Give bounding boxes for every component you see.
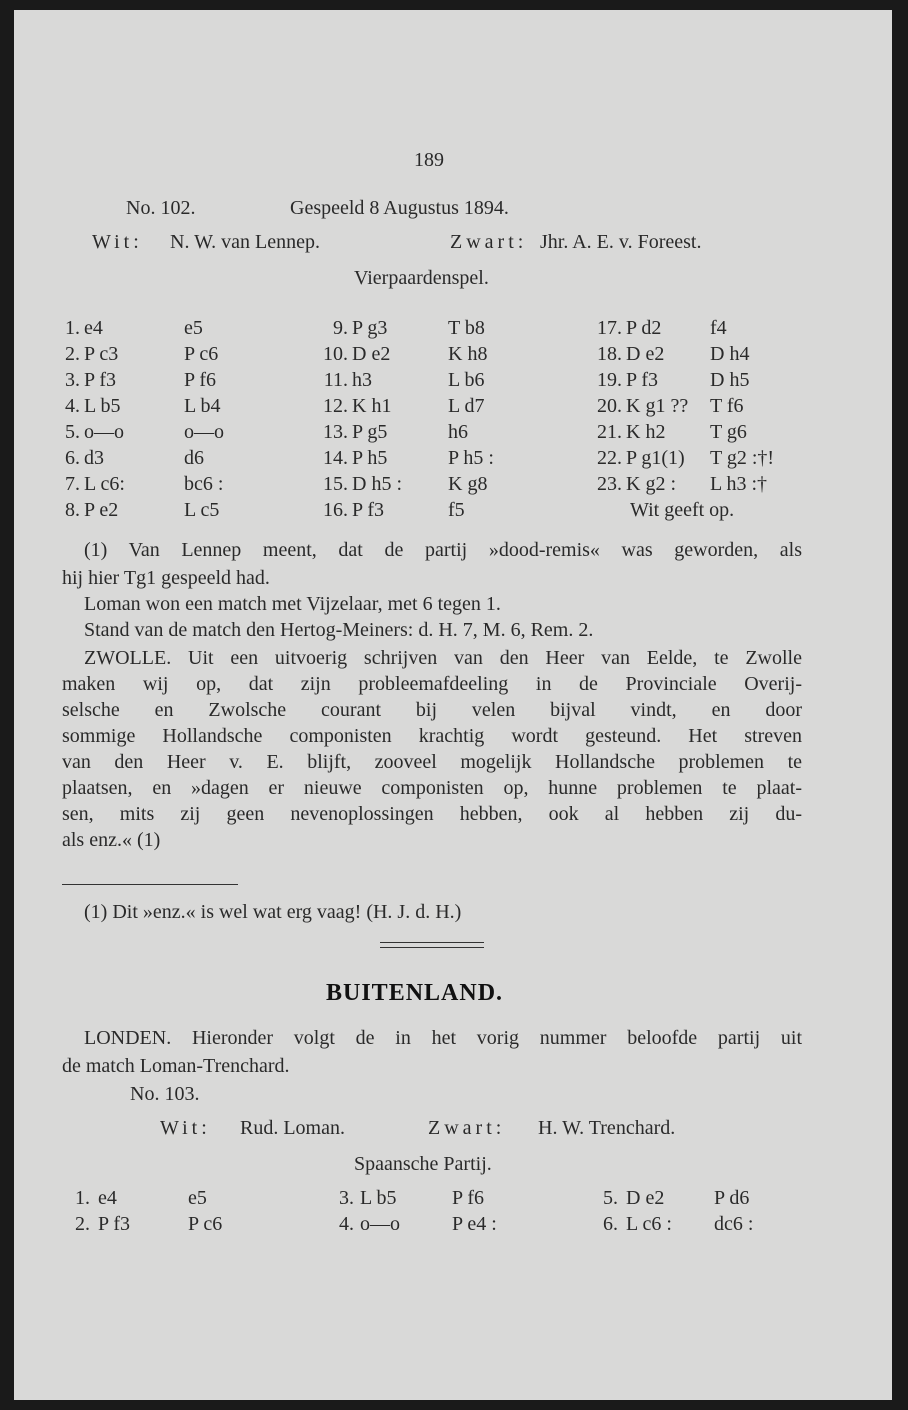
- game1-white-move: L b5: [84, 395, 121, 417]
- game1-move-number: 5.: [65, 421, 80, 443]
- game1-black-move: d6: [184, 447, 204, 469]
- game1-move-number: 13.: [323, 421, 348, 443]
- note1-line1: (1) Van Lennep meent, dat de partij »dood-remis« was geworden, als: [84, 539, 802, 561]
- game1-white-move: K h2: [626, 421, 666, 443]
- game1-move-number: 9.: [333, 317, 348, 339]
- game1-white-move: P e2: [84, 499, 119, 521]
- news-hertog-meiners: Stand van de match den Hertog-Meiners: d. H. 7, M. 6, Rem. 2.: [84, 619, 594, 641]
- game2-opening: Spaansche Partij.: [354, 1153, 492, 1175]
- game2-black-move: dc6 :: [714, 1213, 754, 1235]
- note1-line2: hij hier Tg1 gespeeld had.: [62, 567, 270, 589]
- game2-move-number: 1.: [75, 1187, 90, 1209]
- game1-black-move: K g8: [448, 473, 488, 495]
- game1-move-number: 14.: [323, 447, 348, 469]
- game1-black-move: D h4: [710, 343, 750, 365]
- game2-white-move: e4: [98, 1187, 117, 1209]
- game2-move-number: 5.: [603, 1187, 618, 1209]
- game1-black-move: P c6: [184, 343, 219, 365]
- game1-white-move: P f3: [352, 499, 385, 521]
- game2-move-number: 4.: [339, 1213, 354, 1235]
- game1-white-move: P f3: [626, 369, 659, 391]
- section-heading: BUITENLAND.: [326, 980, 504, 1006]
- news-loman: Loman won een match met Vijzelaar, met 6 tegen 1.: [84, 593, 501, 615]
- game1-white-move: e4: [84, 317, 103, 339]
- game1-white-move: K g1 ??: [626, 395, 689, 417]
- game2-white-move: D e2: [626, 1187, 665, 1209]
- game2-number: No. 103.: [130, 1083, 200, 1105]
- game1-black-move: T b8: [448, 317, 485, 339]
- game1-white-move: P g1(1): [626, 447, 685, 469]
- game1-move-number: 11.: [323, 369, 348, 391]
- game1-number: No. 102.: [126, 197, 196, 219]
- game1-black-move: L d7: [448, 395, 485, 417]
- game1-white-move: P g3: [352, 317, 388, 339]
- game1-move-number: 15.: [323, 473, 348, 495]
- game1-white-move: o—o: [84, 421, 124, 443]
- game1-move-number: 1.: [65, 317, 80, 339]
- game1-move-number: 19.: [597, 369, 622, 391]
- game2-black-move: P d6: [714, 1187, 750, 1209]
- game2-black-move: P f6: [452, 1187, 485, 1209]
- book-page: [14, 10, 892, 1400]
- game1-move-number: 23.: [597, 473, 622, 495]
- game1-move-number: 18.: [597, 343, 622, 365]
- game1-move-number: 2.: [65, 343, 80, 365]
- game1-move-number: 17.: [597, 317, 622, 339]
- game1-black-move: T f6: [710, 395, 744, 417]
- game1-black-player: Jhr. A. E. v. Foreest.: [540, 231, 702, 253]
- game1-white-move: K h1: [352, 395, 392, 417]
- game1-black-move: bc6 :: [184, 473, 224, 495]
- section-divider-bottom: [380, 947, 484, 948]
- game2-move-number: 3.: [339, 1187, 354, 1209]
- game1-black-move: L b4: [184, 395, 221, 417]
- game1-black-move: e5: [184, 317, 203, 339]
- game1-move-number: 6.: [65, 447, 80, 469]
- game2-black-move: P c6: [188, 1213, 223, 1235]
- game1-white-move: P h5: [352, 447, 388, 469]
- game1-move-number: 20.: [597, 395, 622, 417]
- game1-black-move: L h3 :†: [710, 473, 768, 495]
- page-number: 189: [414, 149, 444, 171]
- game1-move-number: 10.: [323, 343, 348, 365]
- game1-white-move: P f3: [84, 369, 117, 391]
- game1-black-move: P h5 :: [448, 447, 494, 469]
- section-divider-top: [380, 942, 484, 943]
- game1-black-move: h6: [448, 421, 468, 443]
- game1-white-move: h3: [352, 369, 372, 391]
- game2-black-move: e5: [188, 1187, 207, 1209]
- game1-white-label: Wit:: [92, 231, 143, 253]
- game1-move-number: 22.: [597, 447, 622, 469]
- game2-white-move: L b5: [360, 1187, 397, 1209]
- game1-date: Gespeeld 8 Augustus 1894.: [290, 197, 509, 219]
- game2-move-number: 2.: [75, 1213, 90, 1235]
- zwolle-line: van den Heer v. E. blijft, zooveel mogelijk Hollandsche problemen te: [62, 751, 802, 773]
- game2-white-player: Rud. Loman.: [240, 1117, 345, 1139]
- game1-opening: Vierpaardenspel.: [354, 267, 489, 289]
- game1-white-move: P d2: [626, 317, 662, 339]
- game1-move-number: 3.: [65, 369, 80, 391]
- game1-black-move: L c5: [184, 499, 220, 521]
- zwolle-line: sen, mits zij geen nevenoplossingen hebben, ook al hebben zij du-: [62, 803, 802, 825]
- game1-black-move: T g2 :†!: [710, 447, 775, 469]
- game1-move-number: 4.: [65, 395, 80, 417]
- londen-line1: LONDEN. Hieronder volgt de in het vorig nummer beloofde partij uit: [84, 1027, 802, 1049]
- zwolle-line: maken wij op, dat zijn probleemafdeeling in de Provinciale Overij-: [62, 673, 802, 695]
- game1-white-move: K g2 :: [626, 473, 676, 495]
- game1-white-move: d3: [84, 447, 104, 469]
- game1-result: Wit geeft op.: [630, 499, 735, 521]
- game1-black-move: o—o: [184, 421, 224, 443]
- game1-move-number: 12.: [323, 395, 348, 417]
- game1-black-move: D h5: [710, 369, 750, 391]
- game1-move-number: 16.: [323, 499, 348, 521]
- game1-white-move: D e2: [626, 343, 665, 365]
- zwolle-line: selsche en Zwolsche courant bij velen bijval vindt, en door: [62, 699, 802, 721]
- zwolle-line: plaatsen, en »dagen er nieuwe componisten op, hunne problemen te plaat-: [62, 777, 802, 799]
- game2-black-move: P e4 :: [452, 1213, 497, 1235]
- game1-black-label: Zwart:: [450, 231, 528, 253]
- game2-black-label: Zwart:: [428, 1117, 506, 1139]
- game1-white-move: D e2: [352, 343, 391, 365]
- game2-black-player: H. W. Trenchard.: [538, 1117, 676, 1139]
- zwolle-line: sommige Hollandsche componisten krachtig wordt gesteund. Het streven: [62, 725, 802, 747]
- game2-move-number: 6.: [603, 1213, 618, 1235]
- game1-black-move: f4: [710, 317, 727, 339]
- game2-white-move: P f3: [98, 1213, 131, 1235]
- game1-move-number: 7.: [65, 473, 80, 495]
- game2-white-move: o—o: [360, 1213, 400, 1235]
- footnote-rule: [62, 884, 238, 885]
- game1-black-move: P f6: [184, 369, 217, 391]
- game1-white-move: P g5: [352, 421, 388, 443]
- game2-white-label: Wit:: [160, 1117, 211, 1139]
- game1-white-move: P c3: [84, 343, 119, 365]
- game2-white-move: L c6 :: [626, 1213, 672, 1235]
- game1-black-move: f5: [448, 499, 465, 521]
- londen-line2: de match Loman-Trenchard.: [62, 1055, 290, 1077]
- footnote: (1) Dit »enz.« is wel wat erg vaag! (H. J. d. H.): [84, 901, 462, 923]
- game1-move-number: 21.: [597, 421, 622, 443]
- zwolle-line: ZWOLLE. Uit een uitvoerig schrijven van den Heer van Eelde, te Zwolle: [84, 647, 802, 669]
- game1-white-move: D h5 :: [352, 473, 402, 495]
- zwolle-line: als enz.« (1): [62, 829, 161, 851]
- game1-black-move: T g6: [710, 421, 747, 443]
- game1-white-player: N. W. van Lennep.: [170, 231, 320, 253]
- game1-move-number: 8.: [65, 499, 80, 521]
- game1-black-move: K h8: [448, 343, 488, 365]
- game1-black-move: L b6: [448, 369, 485, 391]
- game1-white-move: L c6:: [84, 473, 125, 495]
